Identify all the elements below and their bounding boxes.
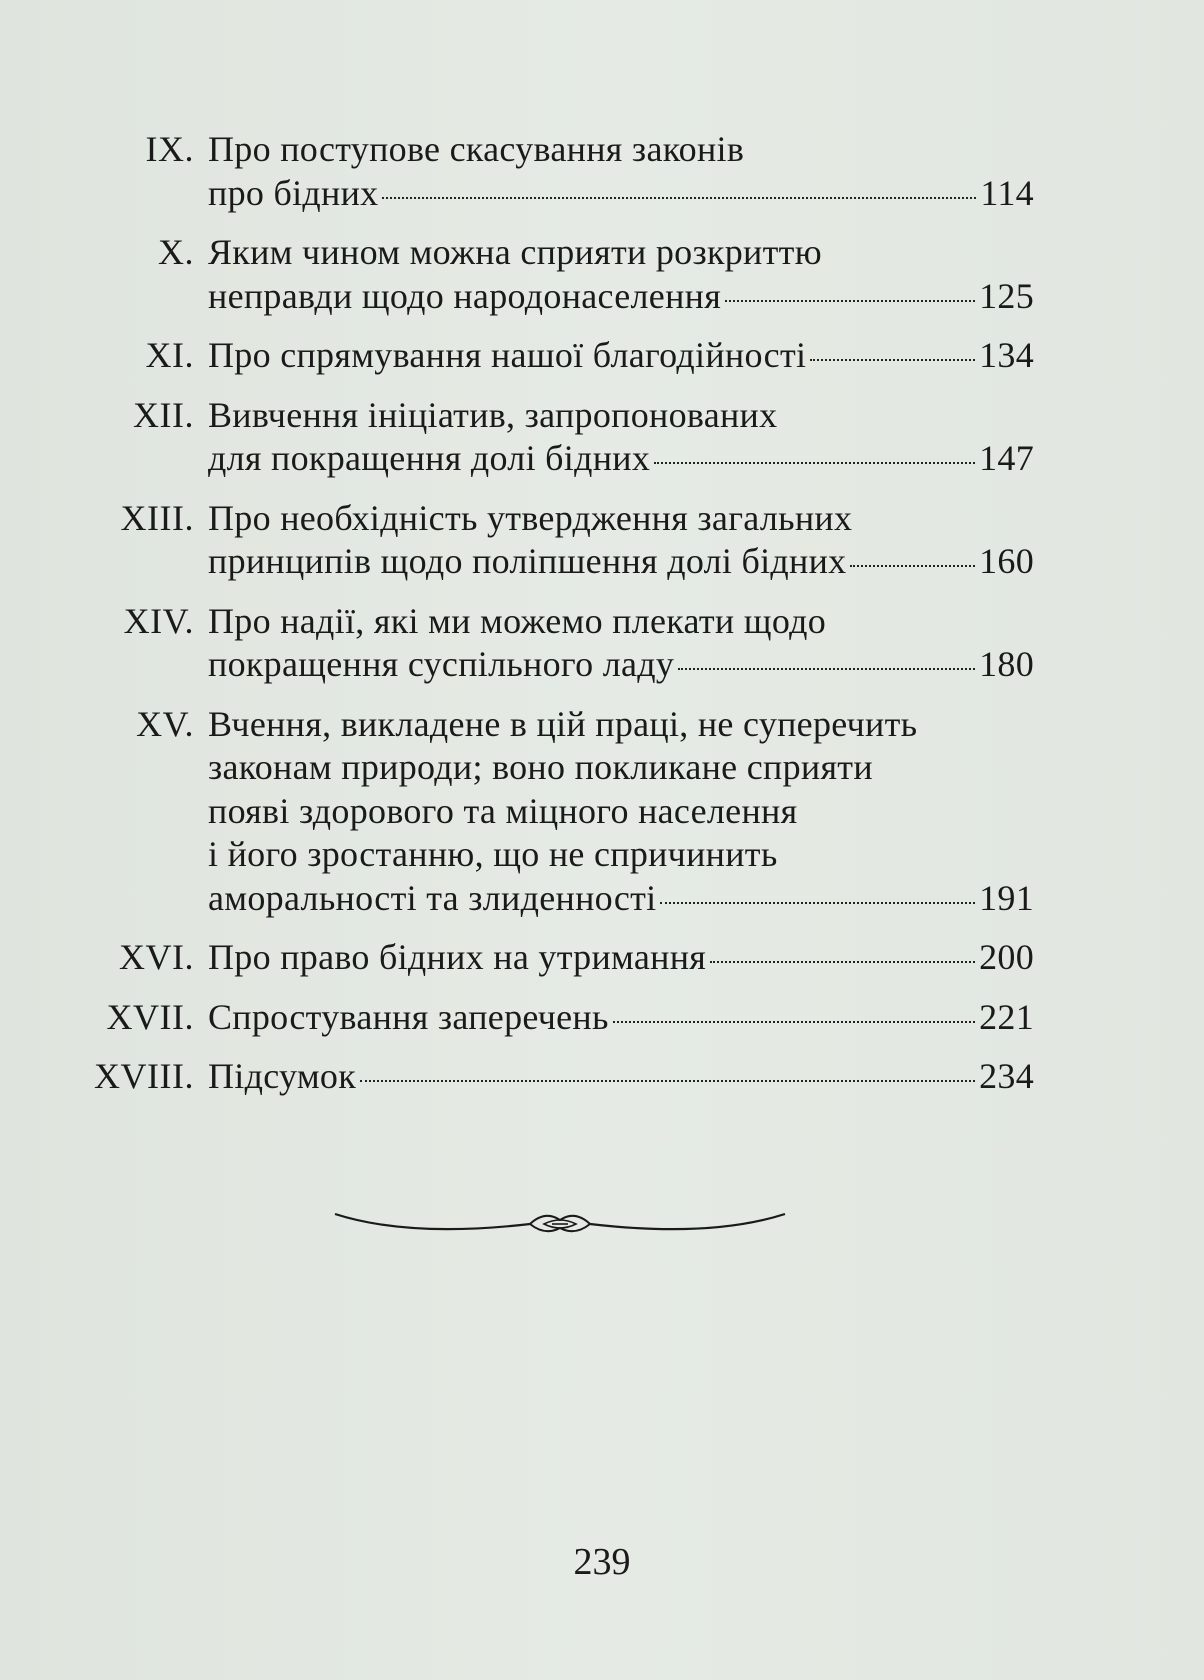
- chapter-title: [208, 334, 1034, 378]
- title-line: Вивчення ініціатив, запропонованих: [208, 394, 778, 435]
- toc-entry: [60, 936, 1034, 980]
- dot-leader: [654, 462, 975, 464]
- title-last-line: [208, 334, 1034, 378]
- title-line: Вчення, викладене в цій праці, не суперечить: [208, 703, 918, 744]
- toc-entry: [60, 600, 1034, 687]
- table-of-contents: [60, 128, 1034, 1115]
- chapter-title: [208, 703, 1034, 921]
- page-reference: 234: [979, 1056, 1034, 1096]
- dot-leader: [810, 359, 975, 361]
- chapter-number: IX.: [145, 129, 194, 169]
- ornament-divider: [330, 1200, 790, 1240]
- chapter-title: [208, 128, 1034, 215]
- page-reference: 160: [979, 541, 1034, 581]
- chapter-number: XVIII.: [94, 1056, 194, 1096]
- page-reference: 200: [979, 937, 1034, 977]
- dot-leader: [660, 902, 975, 904]
- dot-leader: [382, 197, 976, 199]
- title-line: принципів щодо поліпшення долі бідних: [208, 541, 847, 581]
- title-last-line: [208, 936, 1034, 980]
- title-line: Про необхідність утвердження загальних: [208, 497, 853, 538]
- title-line: появі здорового та міцного населення: [208, 790, 798, 831]
- title-line: Про надії, які ми можемо плекати щодо: [208, 600, 827, 641]
- title-line: покращення суспільного ладу: [208, 644, 675, 684]
- title-last-line: [208, 643, 1034, 687]
- title-last-line: [208, 437, 1034, 481]
- toc-entry: [60, 394, 1034, 481]
- dot-leader: [613, 1021, 975, 1023]
- chapter-number: XII.: [133, 394, 194, 435]
- chapter-number: XVI.: [119, 937, 194, 977]
- title-line: неправди щодо народонаселення: [208, 275, 722, 316]
- title-line: для покращення долі бідних: [208, 438, 651, 478]
- page-reference: 221: [979, 996, 1034, 1037]
- chapter-title: [208, 936, 1034, 980]
- title-line: аморальності та злиденності: [208, 877, 657, 918]
- page-reference: 147: [979, 438, 1034, 478]
- toc-entry: [60, 497, 1034, 584]
- title-line: Про поступове скасування законів: [208, 129, 745, 169]
- page-reference: 134: [979, 335, 1034, 375]
- title-last-line: [208, 275, 1034, 319]
- toc-entry: [60, 703, 1034, 921]
- title-line: Спростування заперечень: [208, 996, 609, 1037]
- chapter-title: [208, 394, 1034, 481]
- toc-entry: [60, 128, 1034, 215]
- title-last-line: [208, 1055, 1034, 1099]
- page-reference: 180: [979, 644, 1034, 684]
- title-last-line: [208, 172, 1034, 216]
- title-line: Про право бідних на утримання: [208, 937, 707, 977]
- toc-entry: [60, 231, 1034, 318]
- title-line: Яким чином можна сприяти розкриттю: [208, 232, 822, 272]
- title-last-line: [208, 540, 1034, 584]
- title-line: Підсумок: [208, 1056, 357, 1096]
- title-line: законам природи; воно покликане сприяти: [208, 747, 873, 787]
- chapter-title: [208, 497, 1034, 584]
- chapter-number: XIII.: [120, 497, 194, 538]
- chapter-number: XI.: [145, 335, 194, 375]
- chapter-title: [208, 996, 1034, 1040]
- chapter-number: XV.: [136, 703, 194, 744]
- dot-leader: [710, 961, 975, 963]
- title-line: про бідних: [208, 172, 379, 213]
- chapter-title: [208, 231, 1034, 318]
- title-line: Про спрямування нашої благодійності: [208, 335, 807, 375]
- dot-leader: [850, 565, 975, 567]
- dot-leader: [725, 300, 975, 302]
- chapter-number: X.: [158, 232, 194, 272]
- page-reference: 114: [980, 172, 1034, 213]
- dot-leader: [360, 1080, 975, 1082]
- page-reference: 191: [979, 877, 1034, 918]
- title-line: і його зростанню, що не спричинить: [208, 834, 778, 874]
- toc-entry: [60, 1055, 1034, 1099]
- chapter-number: XVII.: [106, 996, 194, 1037]
- toc-entry: [60, 334, 1034, 378]
- chapter-number: XIV.: [123, 600, 194, 641]
- toc-entry: [60, 996, 1034, 1040]
- title-last-line: [208, 877, 1034, 921]
- chapter-title: [208, 600, 1034, 687]
- page-number: 239: [573, 1541, 631, 1583]
- chapter-title: [208, 1055, 1034, 1099]
- dot-leader: [678, 668, 975, 670]
- title-last-line: [208, 996, 1034, 1040]
- page-reference: 125: [979, 275, 1034, 316]
